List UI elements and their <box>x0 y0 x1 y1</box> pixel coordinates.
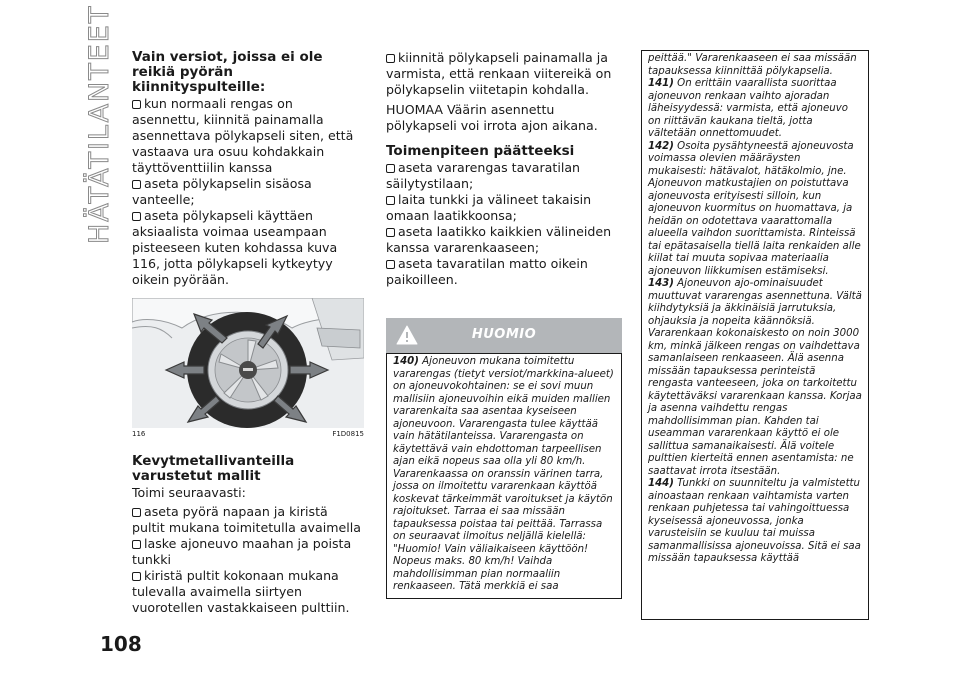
bullet-icon <box>132 508 141 517</box>
bullet-list-4 <box>386 160 622 288</box>
list-item: laske ajoneuvo maahan ja poista tunkki <box>132 536 352 567</box>
warning-item: 144) Tunkki on suunniteltu ja valmistettu ainoastaan renkaan vaihtamista varten renkaan puhjetessa tai vahingoittuessa kyseisessä ajoneuvossa, jonka varusteisiin se kuuluu tai muissa samanmallisissa ajoneuvoissa. Sitä ei saa missään tapauksessa käyttää <box>648 478 861 564</box>
column-1 <box>132 50 364 616</box>
bullet-list-2 <box>132 504 364 616</box>
bullet-list-1 <box>132 96 364 288</box>
bullet-icon <box>386 196 395 205</box>
list-item: aseta laatikko kaikkien välineiden kanssa vararenkaaseen; <box>386 224 612 255</box>
list-item: kiristä pultit kokonaan mukana tulevalla avaimella siirtyen vuorotellen vastakkaiseen pulttiin. <box>132 568 350 615</box>
heading-after-procedure: Toimenpiteen päätteeksi <box>386 143 575 159</box>
list-item: laita tunkki ja välineet takaisin omaan laatikkoonsa; <box>386 192 592 223</box>
warning-item: 143) Ajoneuvon ajo-ominaisuudet muuttuvat vararengas asennettuna. Vältä kiihdytyksiä ja äkkinäisiä jarrutuksia, ohjauksia ja nopeita käännöksiä. Vararenkaan kokonaiskesto on noin 3000 km, minkä jälkeen rengas on vaihdettava samanlaiseen renkaaseen. Älä asenna missään tapauksessa perinteistä rengasta vanteeseen, joka on tarkoitettu käytettäväksi vararenkaan kanssa. Korjaa ja asenna vaihdettu rengas mahdollisimman pian. Kahden tai useamman vararenkaan käyttö ei ole sallittua samanaikaisesti. Älä voitele pulttien kierteitä ennen asentamista: ne saattavat irrota itsestään. <box>648 278 862 477</box>
warning-title: HUOMIO <box>471 327 537 342</box>
heading-no-bolt-holes: Vain versiot, joissa ei ole reikiä pyörän kiinnityspulteille: <box>132 49 323 95</box>
warning-number: 143) <box>648 278 674 289</box>
bullet-icon <box>386 54 395 63</box>
warning-number: 140) <box>393 356 419 367</box>
wheel-illustration-image <box>132 298 364 428</box>
warning-box <box>386 353 622 599</box>
bullet-icon <box>132 100 141 109</box>
intro-text: Toimi seuraavasti: <box>132 485 246 500</box>
bullet-icon <box>132 572 141 581</box>
note-paragraph: HUOMAA Väärin asennettu pölykapseli voi irrota ajon aikana. <box>386 102 598 133</box>
warning-item: 142) Osoita pysähtyneestä ajoneuvosta voimassa olevien määräysten mukaisesti: hätävalot, hätäkolmio, jne. Ajoneuvon matkustajien on poistuttava ajoneuvosta erityisesti silloin, kun ajoneuvon kuormitus on huomattava, ja heidän on odotettava vaarattomalla alueella vaihdon suorittamista. Rinteissä tai epätasaisella tiellä laita renkaiden alle kiilat tai muuta sopivaa materiaalia ajoneuvon liikkumisen estämiseksi. <box>648 140 861 277</box>
warning-number: 141) <box>648 78 674 89</box>
warning-number: 144) <box>648 478 674 489</box>
column-3 <box>641 50 869 620</box>
list-item: kiinnitä pölykapseli painamalla ja varmista, että renkaan viitereikä on pölykapselin viitetapin kohdalla. <box>386 50 612 97</box>
heading-alloy-wheels: Kevytmetallivanteilla varustetut mallit <box>132 453 295 484</box>
list-item: aseta vararengas tavaratilan säilytystilaan; <box>386 160 581 191</box>
warning-intro: peittää." Vararenkaaseen ei saa missään tapauksessa kiinnittää pölykapselia. <box>648 53 857 77</box>
bullet-list-3 <box>386 50 622 98</box>
warning-item: 140) Ajoneuvon mukana toimitettu vararengas (tietyt versiot/markkina-alueet) on ajoneuvokohtainen: se ei sovi muun mallisiin ajoneuvoihin eikä muiden mallien vararenkaita saa asentaa kyseiseen ajoneuvoon. Vararengasta tulee käyttää vain hätätilanteissa. Vararengasta on käytettävä vain ehdottoman tarpeellisen ajan eikä nopeus saa olla yli 80 km/h. Vararenkaassa on oranssin värinen tarra, jossa on ilmoitettu vararenkaan käyttöä koskevat tärkeimmät varoitukset ja käytön rajoitukset. Tarraa ei saa missään tapauksessa poistaa tai peittää. Tarrassa on seuraavat ilmoitus neljällä kielellä: "Huomio! Vain väliaikaiseen käyttöön! Nopeus maks. 80 km/h! Vaihda mahdollisimman pian normaaliin renkaaseen. Tätä merkkiä ei saa <box>393 356 614 592</box>
list-item: kun normaali rengas on asennettu, kiinnitä painamalla asennettava pölykapseli siten, että vastaava ura osuu kohdakkain täyttöventtiilin kanssa <box>132 96 354 175</box>
wheel-cover-illustration <box>132 298 364 428</box>
bullet-icon <box>386 228 395 237</box>
figure-caption <box>132 430 364 438</box>
list-item: aseta pyörä napaan ja kiristä pultit mukana toimitetulla avaimella <box>132 504 361 535</box>
bullet-icon <box>386 164 395 173</box>
bullet-icon <box>132 180 141 189</box>
bullet-icon <box>386 260 395 269</box>
list-item: aseta pölykapseli käyttäen aksiaalista voimaa useampaan pisteeseen kuten kohdassa kuva 116, jotta pölykapseli kytkeytyy oikein pyörään. <box>132 208 338 287</box>
warning-header <box>386 318 622 353</box>
figure-code: F1D0815 <box>332 430 364 438</box>
bullet-icon <box>132 212 141 221</box>
list-item: aseta pölykapselin sisäosa vanteelle; <box>132 176 312 207</box>
list-item: aseta tavaratilan matto oikein paikoilleen. <box>386 256 588 287</box>
figure-number: 116 <box>132 430 146 438</box>
warning-number: 142) <box>648 140 674 152</box>
bullet-icon <box>132 540 141 549</box>
column-2 <box>386 50 622 599</box>
warning-item: 141) On erittäin vaarallista suorittaa ajoneuvon renkaan vaihto ajoradan läheisyydessä: varmista, että ajoneuvo on riittävän kaukana tieltä, jotta vältetään onnettomuudet. <box>648 78 848 139</box>
page-number: 108 <box>100 632 142 656</box>
warning-box-continued <box>641 50 869 620</box>
section-side-tab: HÄTÄTILANTEET <box>84 4 115 244</box>
